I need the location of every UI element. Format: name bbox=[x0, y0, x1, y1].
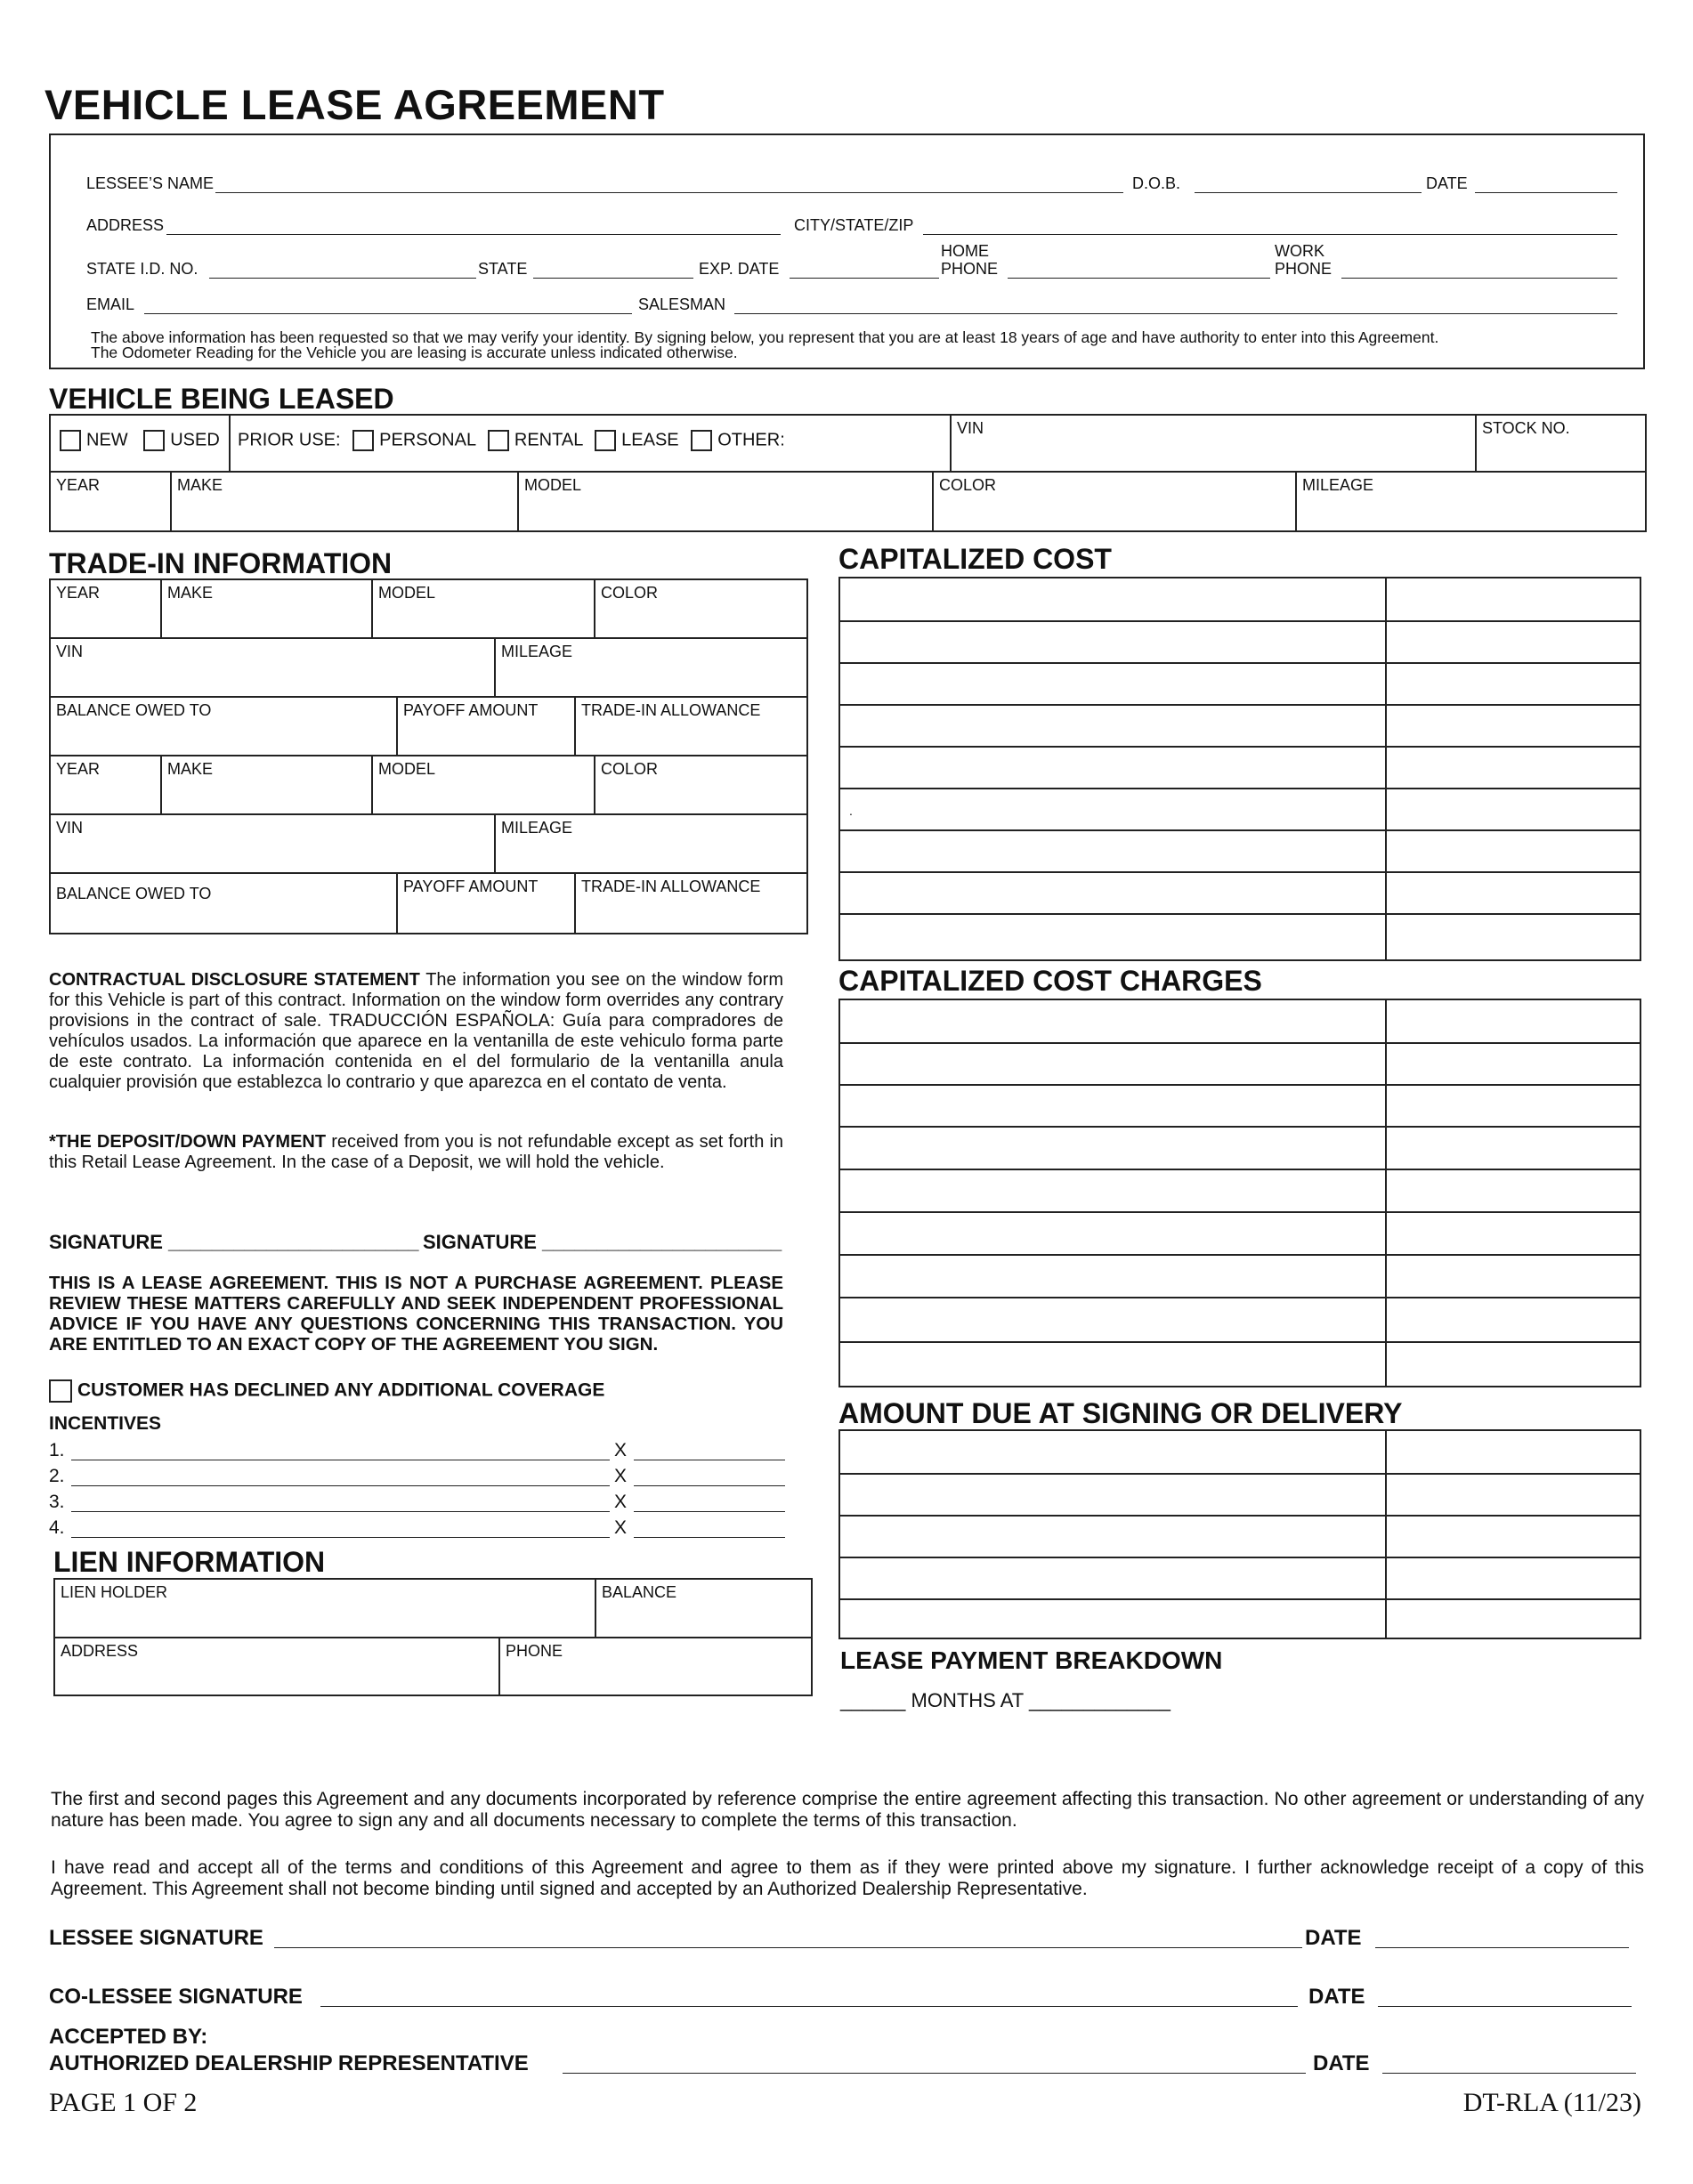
salesman-label: SALESMAN bbox=[638, 295, 726, 313]
trade2-model-cell[interactable] bbox=[373, 756, 595, 815]
amount-due-row[interactable] bbox=[840, 1515, 1640, 1558]
incentive-3-amount[interactable] bbox=[634, 1511, 785, 1512]
entire-agreement-clause: The first and second pages this Agreement and any documents incorporated by reference comprise the entire agreement affecting this transaction. No other agreement or understanding of any nature has been made. You agree to sign any and all documents necessary to complete the terms of this transaction. bbox=[51, 1789, 1644, 1831]
used-label: USED bbox=[170, 430, 220, 450]
trade2-vin-cell[interactable] bbox=[51, 815, 496, 874]
lien-balance-label: BALANCE bbox=[602, 1583, 677, 1601]
amount-due-row[interactable] bbox=[840, 1557, 1640, 1600]
lessee-date-field[interactable] bbox=[1375, 1947, 1629, 1948]
dealership-date-field[interactable] bbox=[1382, 2073, 1636, 2074]
cap-cost-row[interactable] bbox=[840, 913, 1640, 959]
form-code: DT-RLA (11/23) bbox=[1462, 2088, 1641, 2117]
trade1-year-label: YEAR bbox=[56, 584, 101, 602]
mileage-cell[interactable] bbox=[1297, 473, 1645, 530]
address-field[interactable] bbox=[166, 234, 781, 235]
lease-label: LEASE bbox=[621, 430, 679, 450]
cap-cost-row[interactable] bbox=[840, 788, 1640, 831]
capitalized-cost-charges-table bbox=[838, 999, 1641, 1387]
trade2-balance-label: BALANCE OWED TO bbox=[56, 885, 212, 902]
lien-heading: LIEN INFORMATION bbox=[53, 1546, 326, 1578]
cap-charge-row[interactable] bbox=[840, 1084, 1640, 1128]
date-field[interactable] bbox=[1475, 192, 1617, 193]
lien-holder-cell[interactable] bbox=[55, 1580, 596, 1638]
vin-cell[interactable] bbox=[952, 416, 1477, 473]
trade2-mileage-label: MILEAGE bbox=[501, 819, 573, 837]
trade1-vin-label: VIN bbox=[56, 643, 84, 660]
trade1-make-label: MAKE bbox=[167, 584, 214, 602]
address-label: ADDRESS bbox=[86, 216, 165, 234]
trade1-vin-cell[interactable] bbox=[51, 639, 496, 698]
trade1-model-cell[interactable] bbox=[373, 580, 595, 639]
signature-field-1[interactable]: SIGNATURE _______________________ bbox=[49, 1231, 419, 1253]
cap-charge-row[interactable] bbox=[840, 1042, 1640, 1086]
trade2-vin-label: VIN bbox=[56, 819, 84, 837]
trade2-make-label: MAKE bbox=[167, 760, 214, 778]
state-id-label: STATE I.D. NO. bbox=[86, 260, 198, 278]
cap-cost-row[interactable] bbox=[840, 746, 1640, 789]
state-id-field[interactable] bbox=[209, 278, 476, 279]
lien-address-cell[interactable] bbox=[55, 1638, 500, 1695]
incentive-4-amount[interactable] bbox=[634, 1537, 785, 1538]
cap-cost-amount-divider bbox=[1385, 578, 1387, 959]
condition-cell bbox=[51, 416, 231, 473]
cap-cost-row[interactable] bbox=[840, 704, 1640, 748]
prior-use-cell bbox=[231, 416, 952, 473]
incentive-1-number: 1. bbox=[49, 1440, 65, 1460]
trade1-payoff-label: PAYOFF AMOUNT bbox=[403, 701, 539, 719]
trade2-payoff-label: PAYOFF AMOUNT bbox=[403, 878, 539, 895]
lien-table bbox=[53, 1578, 813, 1696]
incentive-2-field[interactable] bbox=[71, 1485, 610, 1486]
city-field[interactable] bbox=[923, 234, 1617, 235]
stock-label: STOCK NO. bbox=[1482, 419, 1570, 437]
dob-label: D.O.B. bbox=[1132, 174, 1181, 192]
lien-phone-cell[interactable] bbox=[500, 1638, 811, 1695]
amount-due-row[interactable] bbox=[840, 1431, 1640, 1475]
identity-notice: The above information has been requested so that we may verify your identity. By signing below, you represent that you are at least 18 years of age and have authority to enter into this Agreement. bbox=[91, 328, 1439, 346]
exp-date-field[interactable] bbox=[790, 278, 939, 279]
lessee-date-label: DATE bbox=[1305, 1926, 1362, 1950]
trade1-allowance-cell[interactable] bbox=[576, 698, 806, 755]
lien-phone-label: PHONE bbox=[506, 1642, 563, 1660]
trade-in-table-1 bbox=[49, 578, 808, 756]
home-label: HOME bbox=[941, 242, 989, 260]
lessee-signature-field[interactable] bbox=[274, 1947, 1302, 1948]
deposit-lead: *THE DEPOSIT/DOWN PAYMENT bbox=[49, 1132, 327, 1152]
dealership-rep-signature-field[interactable] bbox=[563, 2073, 1306, 2074]
incentive-2-amount[interactable] bbox=[634, 1485, 785, 1486]
cap-cost-row[interactable] bbox=[840, 620, 1640, 664]
trade2-allowance-label: TRADE-IN ALLOWANCE bbox=[581, 878, 761, 895]
capitalized-cost-heading: CAPITALIZED COST bbox=[838, 543, 1112, 575]
cap-charge-row[interactable] bbox=[840, 1341, 1640, 1386]
exp-date-label: EXP. DATE bbox=[699, 260, 780, 278]
incentives-heading: INCENTIVES bbox=[49, 1413, 162, 1434]
lessee-info-box bbox=[49, 133, 1645, 369]
cap-charge-row[interactable] bbox=[840, 1000, 1640, 1044]
other-checkbox[interactable] bbox=[691, 430, 712, 451]
lien-holder-label: LIEN HOLDER bbox=[61, 1583, 168, 1601]
declined-coverage-label: CUSTOMER HAS DECLINED ANY ADDITIONAL COVERAGE bbox=[77, 1379, 605, 1401]
amount-due-amount-divider bbox=[1385, 1431, 1387, 1638]
signature-field-2[interactable]: SIGNATURE ______________________ bbox=[423, 1231, 782, 1253]
trade2-color-label: COLOR bbox=[601, 760, 659, 778]
capitalized-cost-charges-heading: CAPITALIZED COST CHARGES bbox=[838, 965, 1262, 997]
dob-field[interactable] bbox=[1195, 192, 1422, 193]
stock-cell[interactable] bbox=[1477, 416, 1645, 473]
acceptance-clause: I have read and accept all of the terms and conditions of this Agreement and agree to them as if they were printed above my signature. I further acknowledge receipt of a copy of this Agreement. This Agreement shall not become binding until signed and accepted by an Authorized Dealership Representative. bbox=[51, 1857, 1644, 1899]
incentive-3-number: 3. bbox=[49, 1492, 65, 1512]
color-cell[interactable] bbox=[934, 473, 1297, 530]
year-cell[interactable] bbox=[51, 473, 172, 530]
trade2-year-label: YEAR bbox=[56, 760, 101, 778]
trade2-allowance-cell[interactable] bbox=[576, 874, 806, 933]
incentive-3-x: X bbox=[614, 1492, 628, 1512]
incentive-4-number: 4. bbox=[49, 1517, 65, 1538]
contractual-disclosure bbox=[49, 970, 783, 1093]
vehicle-table bbox=[49, 414, 1647, 532]
trade1-mileage-cell[interactable] bbox=[496, 639, 806, 698]
date-label: DATE bbox=[1426, 174, 1468, 192]
vehicle-heading: VEHICLE BEING LEASED bbox=[49, 383, 394, 415]
trade2-year-cell[interactable] bbox=[51, 756, 162, 815]
co-lessee-signature-field[interactable] bbox=[320, 2006, 1298, 2007]
trade2-mileage-cell[interactable] bbox=[496, 815, 806, 874]
lessee-signature-label: LESSEE SIGNATURE bbox=[49, 1926, 263, 1950]
cap-charge-row[interactable] bbox=[840, 1126, 1640, 1170]
trade1-allowance-label: TRADE-IN ALLOWANCE bbox=[581, 701, 761, 719]
trade1-color-cell[interactable] bbox=[595, 580, 806, 639]
odometer-notice: The Odometer Reading for the Vehicle you are leasing is accurate unless indicated otherwise. bbox=[91, 344, 738, 361]
accepted-by-label: ACCEPTED BY: bbox=[49, 2025, 208, 2049]
email-field[interactable] bbox=[144, 313, 632, 314]
trade1-balance-label: BALANCE OWED TO bbox=[56, 701, 212, 719]
co-lessee-date-label: DATE bbox=[1308, 1985, 1365, 2009]
cap-charge-row[interactable] bbox=[840, 1297, 1640, 1343]
work-phone-field[interactable] bbox=[1341, 278, 1617, 279]
year-label: YEAR bbox=[56, 476, 101, 494]
declined-coverage-checkbox[interactable] bbox=[49, 1379, 72, 1403]
cap-cost-row[interactable] bbox=[840, 829, 1640, 873]
amount-due-heading: AMOUNT DUE AT SIGNING OR DELIVERY bbox=[838, 1397, 1403, 1429]
rental-checkbox[interactable] bbox=[488, 430, 509, 451]
cap-cost-row[interactable] bbox=[840, 662, 1640, 706]
mileage-label: MILEAGE bbox=[1302, 476, 1374, 494]
trade1-payoff-cell[interactable] bbox=[398, 698, 576, 755]
state-field[interactable] bbox=[533, 278, 693, 279]
incentive-1-x: X bbox=[614, 1440, 628, 1460]
amount-due-table bbox=[838, 1429, 1641, 1639]
trade-in-table-2 bbox=[49, 756, 808, 934]
trade2-model-label: MODEL bbox=[378, 760, 436, 778]
dealership-rep-label: AUTHORIZED DEALERSHIP REPRESENTATIVE bbox=[49, 2051, 529, 2075]
trade2-make-cell[interactable] bbox=[162, 756, 373, 815]
cap-charge-row[interactable] bbox=[840, 1211, 1640, 1256]
cap-charge-amount-divider bbox=[1385, 1000, 1387, 1386]
used-checkbox[interactable] bbox=[143, 430, 165, 451]
trade1-color-label: COLOR bbox=[601, 584, 659, 602]
disclosure-text: The information you see on the window form for this Vehicle is part of this contract. Information on the window form overrides any contrary provisions in the contract of sale. TRADUCCIÓN ESPAÑOLA: Guía para compradores de vehículos usados. La información que aparece en la ventanilla de este vehiculo forma parte de este contrato. La información contenida en el del formulario de la ventanilla anula cualquier provisión que establezca lo contrario y que aparezca en el contato de venta. bbox=[49, 970, 784, 1092]
other-label: OTHER: bbox=[717, 430, 785, 450]
new-checkbox[interactable] bbox=[60, 430, 81, 451]
personal-checkbox[interactable] bbox=[352, 430, 374, 451]
cap-charge-row[interactable] bbox=[840, 1169, 1640, 1213]
trade2-balance-cell[interactable] bbox=[51, 874, 398, 933]
incentive-4-field[interactable] bbox=[71, 1537, 610, 1538]
cap-cost-row[interactable] bbox=[840, 578, 1640, 622]
disclosure-lead: CONTRACTUAL DISCLOSURE STATEMENT bbox=[49, 970, 420, 990]
vin-label: VIN bbox=[957, 419, 984, 437]
months-at-field[interactable]: ______ MONTHS AT _____________ bbox=[840, 1689, 1171, 1711]
capitalized-cost-table bbox=[838, 577, 1641, 961]
make-label: MAKE bbox=[177, 476, 223, 494]
trade2-color-cell[interactable] bbox=[595, 756, 806, 815]
email-label: EMAIL bbox=[86, 295, 135, 313]
deposit-statement bbox=[49, 1132, 783, 1173]
lien-address-label: ADDRESS bbox=[61, 1642, 139, 1660]
co-lessee-date-field[interactable] bbox=[1378, 2006, 1632, 2007]
page-title: VEHICLE LEASE AGREEMENT bbox=[45, 81, 665, 128]
incentive-3-field[interactable] bbox=[71, 1511, 610, 1512]
home-phone-field[interactable] bbox=[1008, 278, 1270, 279]
cap-charge-row[interactable] bbox=[840, 1254, 1640, 1298]
trade2-payoff-cell[interactable] bbox=[398, 874, 576, 933]
personal-label: PERSONAL bbox=[379, 430, 476, 450]
declined-coverage bbox=[49, 1379, 604, 1403]
model-cell[interactable] bbox=[519, 473, 934, 530]
incentive-4-x: X bbox=[614, 1517, 628, 1538]
new-label: NEW bbox=[86, 430, 128, 450]
work-label: WORK bbox=[1275, 242, 1324, 260]
amount-due-row[interactable] bbox=[840, 1473, 1640, 1517]
lease-checkbox[interactable] bbox=[595, 430, 616, 451]
prior-use-label: PRIOR USE: bbox=[238, 430, 341, 450]
incentive-2-number: 2. bbox=[49, 1466, 65, 1486]
home-phone-label: PHONE bbox=[941, 260, 999, 278]
city-label: CITY/STATE/ZIP bbox=[794, 216, 914, 234]
dealership-date-label: DATE bbox=[1313, 2051, 1370, 2075]
amount-due-row[interactable] bbox=[840, 1598, 1640, 1638]
lease-warning: THIS IS A LEASE AGREEMENT. THIS IS NOT A PURCHASE AGREEMENT. PLEASE REVIEW THESE MATTERS CAREFULLY AND SEEK INDEPENDENT PROFESSIONAL ADVICE IF YOU HAVE ANY QUESTIONS CONCERNING THIS TRANSACTION. YOU ARE ENTITLED TO AN EXACT COPY OF THE AGREEMENT YOU SIGN. bbox=[49, 1273, 783, 1355]
trade1-year-cell[interactable] bbox=[51, 580, 162, 639]
lessee-name-label: LESSEE’S NAME bbox=[86, 174, 215, 192]
incentive-2-x: X bbox=[614, 1466, 628, 1486]
trade-in-heading: TRADE-IN INFORMATION bbox=[49, 547, 393, 579]
lien-balance-cell[interactable] bbox=[596, 1580, 811, 1638]
salesman-field[interactable] bbox=[734, 313, 1617, 314]
make-cell[interactable] bbox=[172, 473, 519, 530]
work-phone-label: PHONE bbox=[1275, 260, 1333, 278]
trade1-make-cell[interactable] bbox=[162, 580, 373, 639]
cap-cost-row[interactable] bbox=[840, 871, 1640, 915]
rental-label: RENTAL bbox=[514, 430, 583, 450]
lessee-name-field[interactable] bbox=[215, 192, 1123, 193]
trade1-mileage-label: MILEAGE bbox=[501, 643, 573, 660]
model-label: MODEL bbox=[524, 476, 582, 494]
page-number: PAGE 1 OF 2 bbox=[49, 2088, 198, 2117]
co-lessee-signature-label: CO-LESSEE SIGNATURE bbox=[49, 1985, 303, 2009]
stray-mark: . bbox=[849, 804, 853, 818]
trade1-balance-cell[interactable] bbox=[51, 698, 398, 755]
trade1-model-label: MODEL bbox=[378, 584, 436, 602]
color-label: COLOR bbox=[939, 476, 997, 494]
lease-payment-breakdown-heading: LEASE PAYMENT BREAKDOWN bbox=[840, 1646, 1223, 1674]
deposit-text: received from you is not refundable except as set forth in this Retail Lease Agreement. In the case of a Deposit, we will hold the vehicle. bbox=[49, 1132, 784, 1172]
state-label: STATE bbox=[478, 260, 528, 278]
